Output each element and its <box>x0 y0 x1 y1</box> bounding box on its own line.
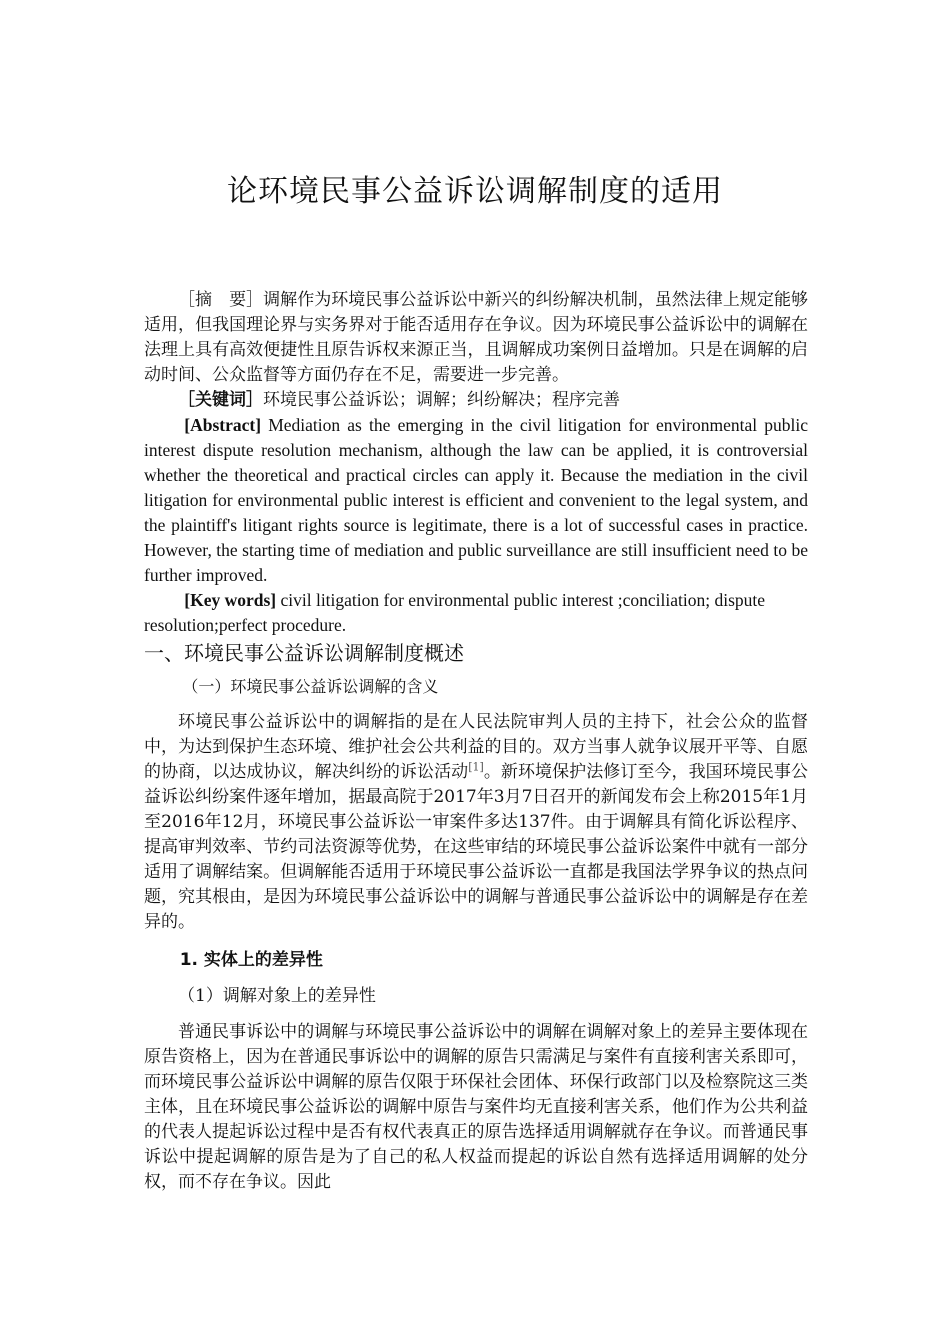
subitem-heading-1: （1）调解对象上的差异性 <box>178 986 376 1006</box>
section-heading-1: 一、环境民事公益诉讼调解制度概述 <box>144 641 464 665</box>
keywords-zh-label: ［关键词］ <box>178 390 263 410</box>
abstract-zh-label: ［摘 要］ <box>178 290 264 310</box>
keywords-en <box>144 588 808 638</box>
body-paragraph-1-part2: 。新环境保护法修订至今，我国环境民事公益诉讼纠纷案件逐年增加，据最高院于2017年3月7日召开的新闻发布会上称2015年1月至2016年12月，环境民事公益诉讼一审案件多达137件。由于调解具有简化诉讼程序、提高审判效率、节约司法资源等优势，在这些审结的环境民事公益诉讼案件中就有一部分适用了调解结案。但调解能否适用于环境民事公益诉讼一直都是我国法学界争议的热点问题，究其根由，是因为环境民事公益诉讼中的调解与普通民事公益诉讼中的调解是存在差异的。 <box>144 762 808 932</box>
abstract-en <box>144 413 808 588</box>
paper-title: 论环境民事公益诉讼调解制度的适用 <box>227 174 723 209</box>
keywords-en-label: [Key words] <box>184 590 277 610</box>
abstract-zh-text: 调解作为环境民事公益诉讼中新兴的纠纷解决机制，虽然法律上规定能够适用，但我国理论界与实务界对于能否适用存在争议。因为环境民事公益诉讼中的调解在法理上具有高效便捷性且原告诉权来源正当，且调解成功案例日益增加。只是在调解的启动时间、公众监督等方面仍存在不足，需要进一步完善。 <box>144 290 809 385</box>
keywords-zh-text: 环境民事公益诉讼；调解；纠纷解决；程序完善 <box>263 390 620 410</box>
citation-ref: [1] <box>468 760 484 774</box>
keywords-en-text: civil litigation for environmental public interest ;conciliation; dispute resolution;perfect procedure. <box>144 590 766 635</box>
item-heading-1: 1. 实体上的差异性 <box>179 950 323 970</box>
keywords-zh <box>144 388 808 413</box>
body-paragraph-1-part1: 环境民事公益诉讼中的调解指的是在人民法院审判人员的主持下，社会公众的监督中，为达到保护生态环境、维护社会公共利益的目的。双方当事人就争议展开平等、自愿的协商，以达成协议，解决纠纷的诉讼活动 <box>144 712 808 782</box>
body-paragraph-1 <box>144 710 808 935</box>
abstract-zh <box>144 288 808 388</box>
paper-body <box>144 288 808 1195</box>
abstract-en-text: Mediation as the emerging in the civil litigation for environmental public interest dispute resolution mechanism, although the law can be applied, it is controversial whether the theoretical and practical circles can apply it. Because the mediation in the civil litigation for environmental public interest is efficient and convenient to the legal system, and the plaintiff's litigant rights source is legitimate, there is a lot of successful cases in practice. However, the starting time of mediation and public surveillance are still insufficient need to be further improved. <box>144 415 808 585</box>
body-paragraph-2: 普通民事诉讼中的调解与环境民事公益诉讼中的调解在调解对象上的差异主要体现在原告资格上，因为在普通民事诉讼中的调解的原告只需满足与案件有直接利害关系即可，而环境民事公益诉讼中调解的原告仅限于环保社会团体、环保行政部门以及检察院这三类主体，且在环境民事公益诉讼的调解中原告与案件均无直接利害关系，他们作为公共利益的代表人提起诉讼过程中是否有权代表真正的原告选择适用调解就存在争议。而普通民事诉讼中提起调解的原告是为了自己的私人权益而提起的诉讼自然有选择适用调解的处分权，而不存在争议。因此 <box>144 1022 808 1192</box>
abstract-en-label: [Abstract] <box>184 415 262 435</box>
subsection-heading-1: （一）环境民事公益诉讼调解的含义 <box>182 677 439 696</box>
